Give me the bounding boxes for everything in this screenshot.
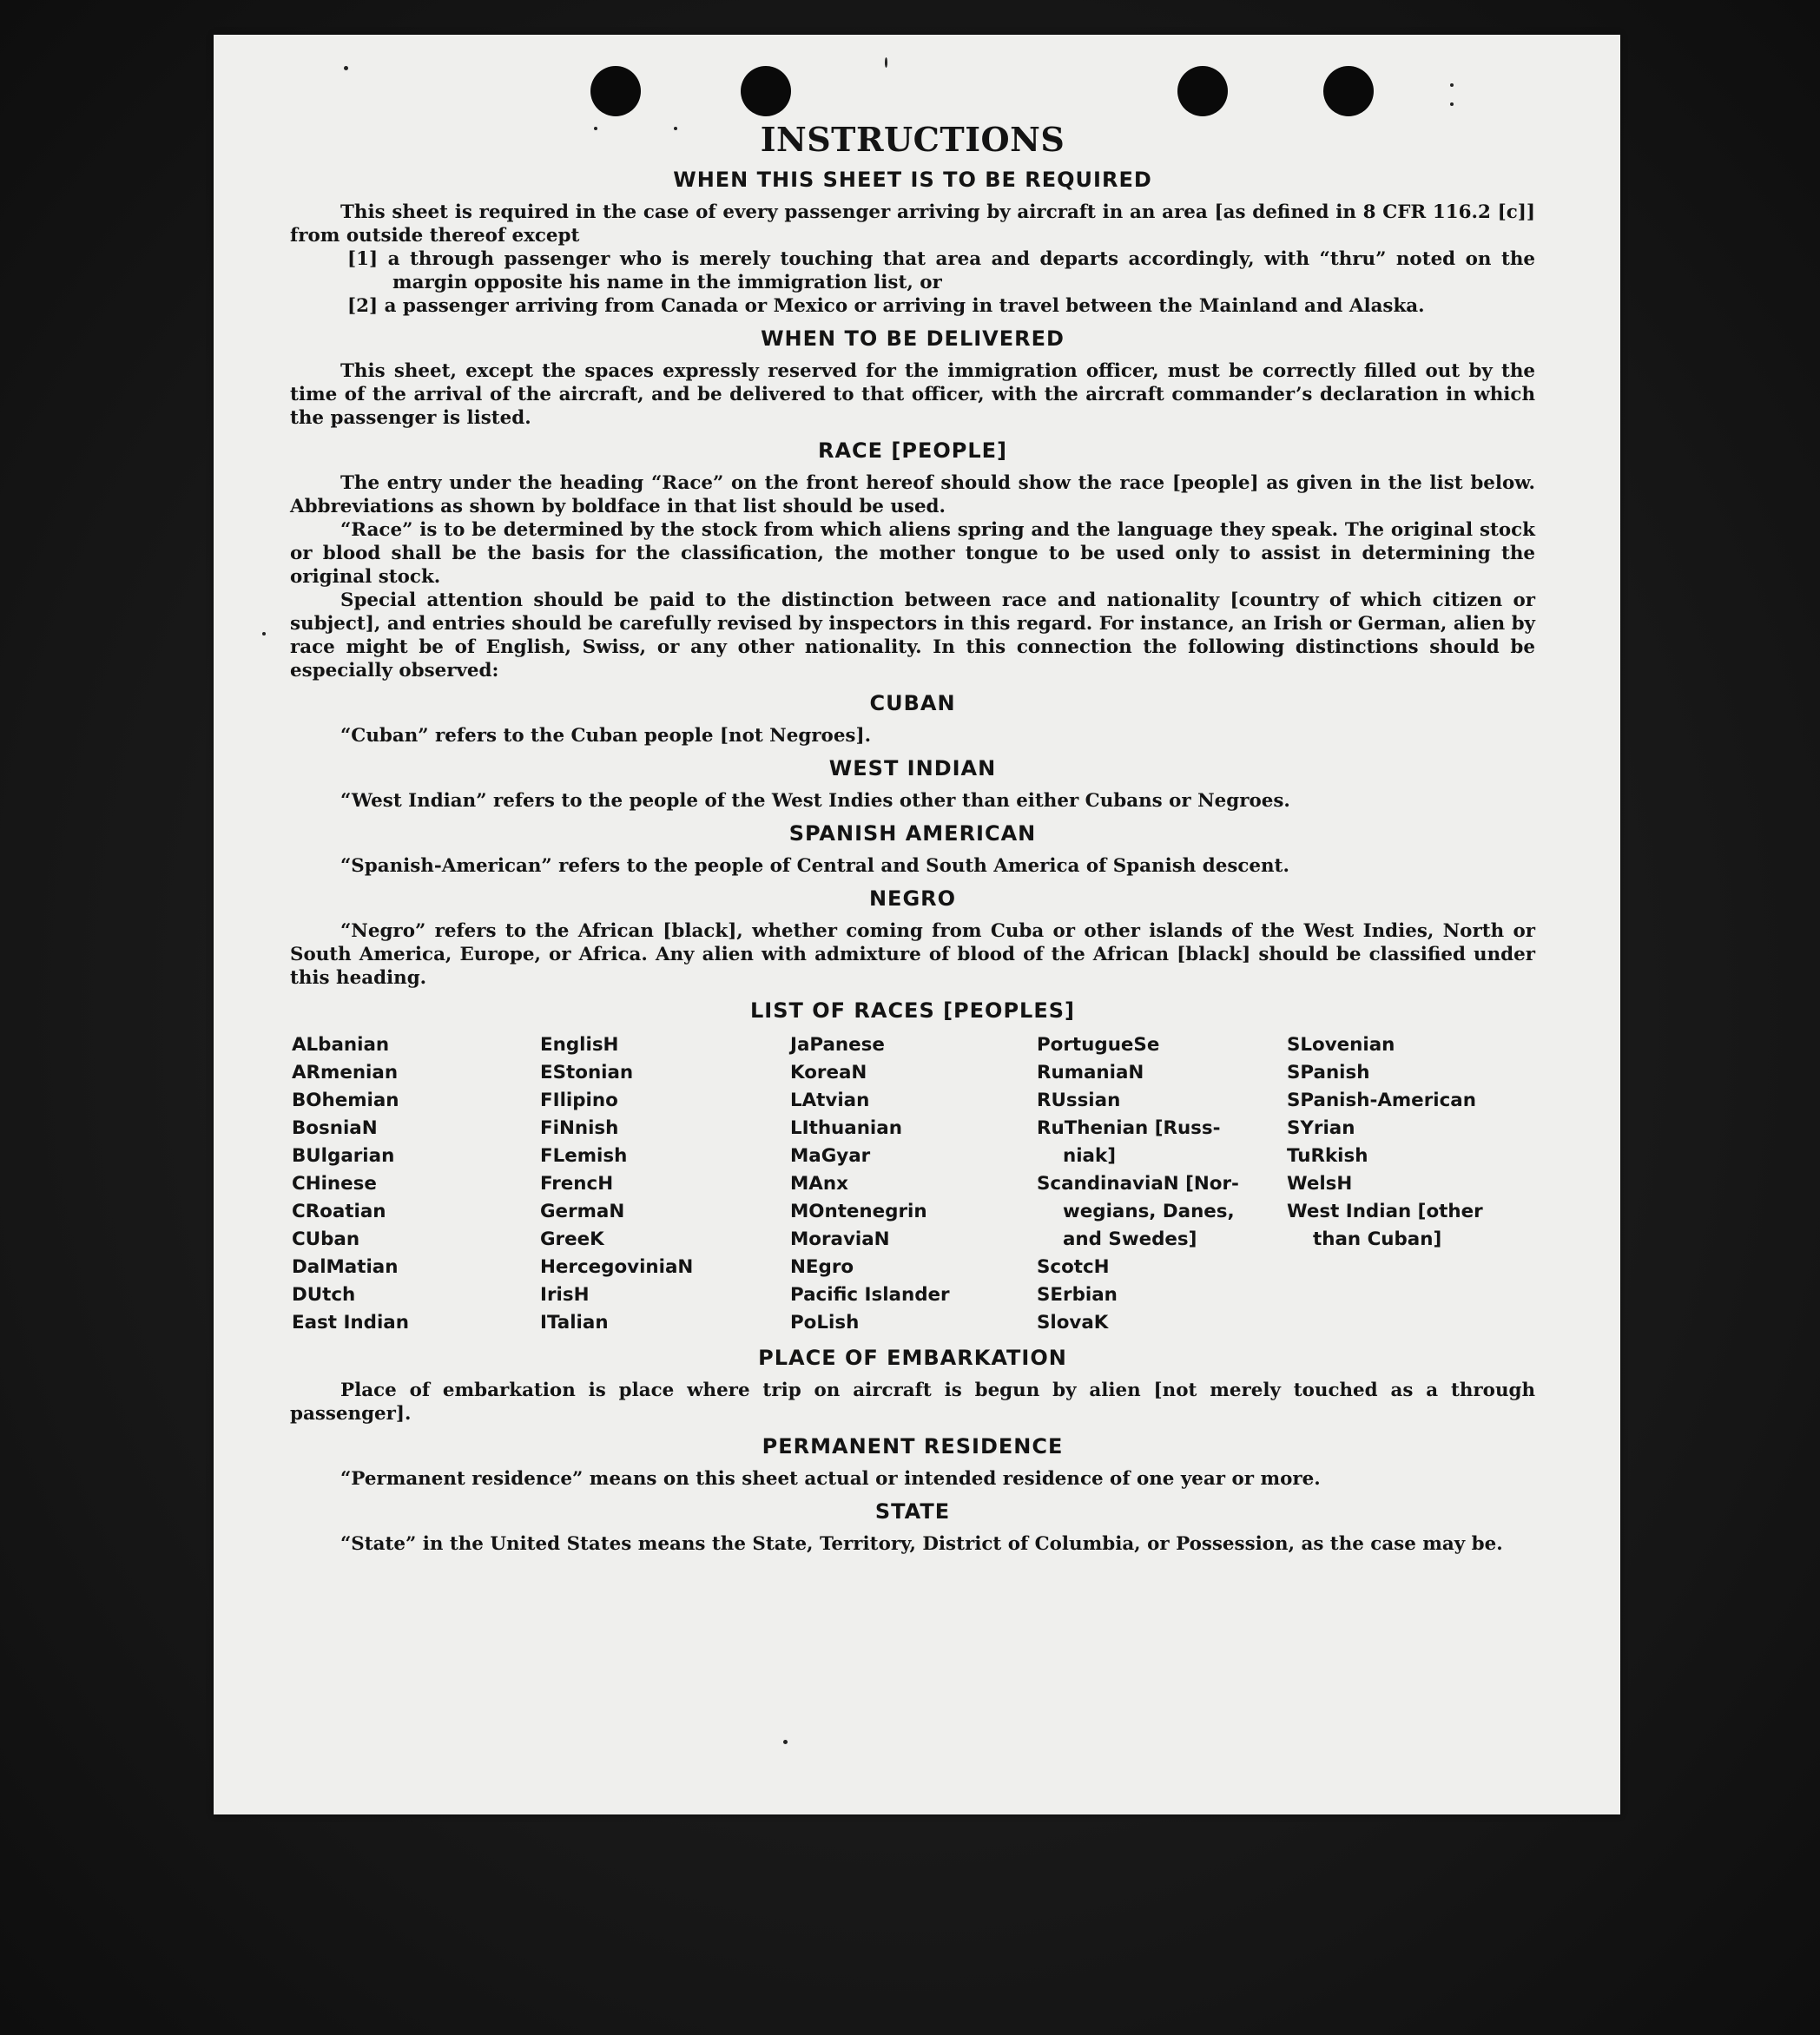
races-column [1037,1031,1287,1337]
race-entry: GreeK [540,1228,604,1250]
race-entry: SLovenian [1287,1034,1395,1056]
spanish-american-text: “Spanish-American” refers to the people of Central and South America of Spanish descent. [340,855,1289,877]
punch-hole-1 [590,66,641,116]
race-entry: JaPanese [790,1034,885,1056]
heading-race: RACE [PEOPLE] [817,438,1008,463]
state-text: “State” in the United States means the State, Territory, District of Columbia, or Possession, as the case may be. [340,1533,1503,1555]
exception-item-2: [2] a passenger arriving from Canada or Mexico or arriving in travel between the Mainland and Alaska. [347,295,1425,317]
race-entry: ScotcH [1037,1256,1110,1278]
race-paragraph-2: “Race” is to be determined by the stock from which aliens spring and the language they speak. The original stock or blood shall be the basis for the classification, the mother tongue to be used only to assist in determining the original stock. [290,519,1535,588]
race-entry: FrencH [540,1173,614,1195]
race-entry: FIlipino [540,1090,618,1111]
race-entry: BOhemian [292,1090,399,1111]
heading-negro: NEGRO [868,886,957,911]
speck [783,1740,788,1744]
race-entry: RUssian [1037,1090,1121,1111]
race-entry: TuRkish [1287,1145,1368,1167]
race-entry: LAtvian [790,1090,870,1111]
race-entry: than Cuban] [1313,1228,1442,1250]
races-column [790,1031,1037,1337]
race-entry: niak] [1063,1145,1116,1167]
speck [1450,83,1454,87]
race-entry: SPanish-American [1287,1090,1476,1111]
race-entry: ScandinaviaN [Nor- [1037,1173,1239,1195]
race-entry: SErbian [1037,1284,1118,1306]
race-entry: CRoatian [292,1201,386,1222]
heading-list-of-races: LIST OF RACES [PEOPLES] [750,998,1075,1023]
race-entry: NEgro [790,1256,854,1278]
race-entry: ALbanian [292,1034,390,1056]
race-entry: Pacific Islander [790,1284,950,1306]
race-entry: ITalian [540,1312,609,1334]
exception-item-1: [1] a through passenger who is merely touching that area and departs accordingly, with “thru” noted on the margin opposite his name in the immigration list, or [347,248,1535,293]
race-entry: EnglisH [540,1034,619,1056]
race-entry: BUlgarian [292,1145,395,1167]
speck [885,57,887,68]
west-indian-text: “West Indian” refers to the people of the West Indies other than either Cubans or Negroes. [340,790,1290,812]
race-entry: GermaN [540,1201,625,1222]
race-entry: East Indian [292,1312,409,1334]
race-entry: IrisH [540,1284,590,1306]
race-entry: FiNnish [540,1117,619,1139]
race-entry: MaGyar [790,1145,871,1167]
negro-text: “Negro” refers to the African [black], whether coming from Cuba or other islands of the West Indies, North or South America, Europe, or Africa. Any alien with admixture of blood of the African [black] should be classified under this heading. [290,920,1535,989]
race-entry: RumaniaN [1037,1062,1144,1083]
heading-state: STATE [874,1499,951,1524]
punch-hole-2 [741,66,791,116]
race-entry: wegians, Danes, [1063,1201,1235,1222]
race-entry: and Swedes] [1063,1228,1197,1250]
races-list [292,1031,1535,1337]
race-entry: CUban [292,1228,360,1250]
race-entry: SPanish [1287,1062,1370,1083]
race-entry: PoLish [790,1312,860,1334]
race-entry: PortugueSe [1037,1034,1160,1056]
race-entry: EStonian [540,1062,634,1083]
race-paragraph-1: The entry under the heading “Race” on the front hereof should show the race [people] as given in the list below. Abbreviations as shown by boldface in that list should be used. [290,472,1535,517]
race-entry: HercegoviniaN [540,1256,694,1278]
heading-when-required: WHEN THIS SHEET IS TO BE REQUIRED [673,168,1152,192]
when-required-intro: This sheet is required in the case of every passenger arriving by aircraft in an area [as defined in 8 CFR 116.2 [c]] from outside thereof except [290,201,1535,247]
race-entry: FLemish [540,1145,628,1167]
race-entry: SlovaK [1037,1312,1109,1334]
heading-permanent-residence: PERMANENT RESIDENCE [762,1434,1064,1459]
races-column [540,1031,790,1337]
races-column [292,1031,540,1337]
cuban-text: “Cuban” refers to the Cuban people [not Negroes]. [340,725,872,747]
when-delivered-text: This sheet, except the spaces expressly reserved for the immigration officer, must be correctly filled out by the time of the arrival of the aircraft, and be delivered to that officer, with the aircraft commander’s declaration in which the passenger is listed. [290,360,1535,429]
heading-when-delivered: WHEN TO BE DELIVERED [761,326,1065,351]
race-entry: SYrian [1287,1117,1355,1139]
heading-spanish-american: SPANISH AMERICAN [788,821,1037,846]
instructions-content [290,120,1535,1556]
race-paragraph-3: Special attention should be paid to the distinction between race and nationality [country of which citizen or subject], and entries should be carefully revised by inspectors in this regard. For instance, an Irish or German, alien by race might be of English, Swiss, or any other nationality. In this connection the following distinctions should be especially observed: [290,589,1535,682]
race-entry: DUtch [292,1284,356,1306]
permanent-residence-text: “Permanent residence” means on this sheet actual or intended residence of one year or more. [340,1468,1321,1490]
speck [344,66,348,70]
punch-hole-3 [1177,66,1228,116]
race-entry: DalMatian [292,1256,399,1278]
speck [1450,102,1454,106]
race-entry: West Indian [other [1287,1201,1483,1222]
race-entry: KoreaN [790,1062,867,1083]
race-entry: LIthuanian [790,1117,902,1139]
page-title: INSTRUCTIONS [760,120,1065,159]
punch-hole-4 [1323,66,1374,116]
race-entry: WelsH [1287,1173,1353,1195]
race-entry: MAnx [790,1173,848,1195]
heading-place-of-embarkation: PLACE OF EMBARKATION [758,1346,1067,1370]
race-entry: CHinese [292,1173,377,1195]
race-entry: RuThenian [Russ- [1037,1117,1221,1139]
race-entry: BosniaN [292,1117,378,1139]
heading-west-indian: WEST INDIAN [828,756,997,780]
races-column [1287,1031,1537,1337]
embarkation-text: Place of embarkation is place where trip on aircraft is begun by alien [not merely touched as a through passenger]. [290,1380,1535,1425]
race-entry: MOntenegrin [790,1201,927,1222]
race-entry: ARmenian [292,1062,399,1083]
race-entry: MoraviaN [790,1228,890,1250]
heading-cuban: CUBAN [869,691,956,715]
speck [262,632,266,636]
